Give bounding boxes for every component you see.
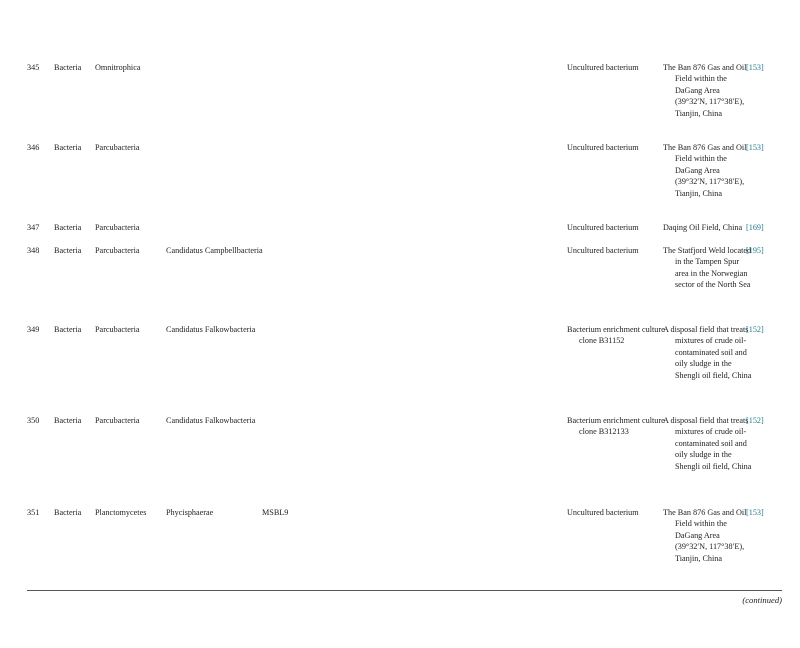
reference-link[interactable]: [153] bbox=[746, 143, 764, 152]
location-cell: The Ban 876 Gas and Oil Field within the DaGang Area (39°32′N, 117°38′E), Tianjin, China bbox=[663, 63, 747, 118]
phylum-cell: Parcubacteria bbox=[95, 416, 140, 425]
species-cell: Bacterium enrichment culture clone B312133 bbox=[567, 416, 665, 437]
location-cell: The Ban 876 Gas and Oil Field within the DaGang Area (39°32′N, 117°38′E), Tianjin, China bbox=[663, 143, 747, 198]
class-cell: Phycisphaerae bbox=[166, 508, 214, 517]
location-cell: A disposal field that treats mixtures of crude oil-contaminated soil and oily sludge in the Shengli oil field, China bbox=[663, 325, 752, 380]
reference-link[interactable]: [169] bbox=[746, 223, 764, 232]
location-cell: Daqing Oil Field, China bbox=[663, 223, 743, 232]
continued-note: (continued) bbox=[742, 595, 782, 605]
row-number: 351 bbox=[27, 508, 40, 517]
phylum-cell: Parcubacteria bbox=[95, 325, 140, 334]
species-cell: Uncultured bacterium bbox=[567, 143, 639, 152]
row-number: 349 bbox=[27, 325, 40, 334]
phylum-cell: Omnitrophica bbox=[95, 63, 141, 72]
domain-cell: Bacteria bbox=[54, 416, 82, 425]
domain-cell: Bacteria bbox=[54, 143, 82, 152]
phylum-cell: Parcubacteria bbox=[95, 143, 140, 152]
domain-cell: Bacteria bbox=[54, 325, 82, 334]
reference-link[interactable]: [153] bbox=[746, 63, 764, 72]
phylum-cell: Planctomycetes bbox=[95, 508, 147, 517]
location-cell: The Ban 876 Gas and Oil Field within the DaGang Area (39°32′N, 117°38′E), Tianjin, China bbox=[663, 508, 747, 563]
species-cell: Bacterium enrichment culture clone B31152 bbox=[567, 325, 665, 346]
species-cell: Uncultured bacterium bbox=[567, 63, 639, 72]
table-bottom-rule bbox=[27, 590, 782, 591]
reference-link[interactable]: [153] bbox=[746, 508, 764, 517]
reference-link[interactable]: [152] bbox=[746, 325, 764, 334]
domain-cell: Bacteria bbox=[54, 223, 82, 232]
species-cell: Uncultured bacterium bbox=[567, 508, 639, 517]
class-cell: Candidatus Falkowbacteria bbox=[166, 325, 256, 334]
domain-cell: Bacteria bbox=[54, 63, 82, 72]
row-number: 346 bbox=[27, 143, 40, 152]
location-cell: The Statfjord Weld located in the Tampen Spur area in the Norwegian sector of the North Sea bbox=[663, 246, 752, 290]
row-number: 348 bbox=[27, 246, 40, 255]
phylum-cell: Parcubacteria bbox=[95, 223, 140, 232]
row-number: 345 bbox=[27, 63, 40, 72]
species-cell: Uncultured bacterium bbox=[567, 223, 639, 232]
phylum-cell: Parcubacteria bbox=[95, 246, 140, 255]
class-cell: Candidatus Falkowbacteria bbox=[166, 416, 256, 425]
location-cell: A disposal field that treats mixtures of crude oil-contaminated soil and oily sludge in the Shengli oil field, China bbox=[663, 416, 752, 471]
reference-link[interactable]: [152] bbox=[746, 416, 764, 425]
class-cell: Candidatus Campbellbacteria bbox=[166, 246, 263, 255]
order-cell: MSBL9 bbox=[262, 508, 289, 517]
domain-cell: Bacteria bbox=[54, 246, 82, 255]
row-number: 350 bbox=[27, 416, 40, 425]
row-number: 347 bbox=[27, 223, 40, 232]
species-cell: Uncultured bacterium bbox=[567, 246, 639, 255]
domain-cell: Bacteria bbox=[54, 508, 82, 517]
reference-link[interactable]: [195] bbox=[746, 246, 764, 255]
